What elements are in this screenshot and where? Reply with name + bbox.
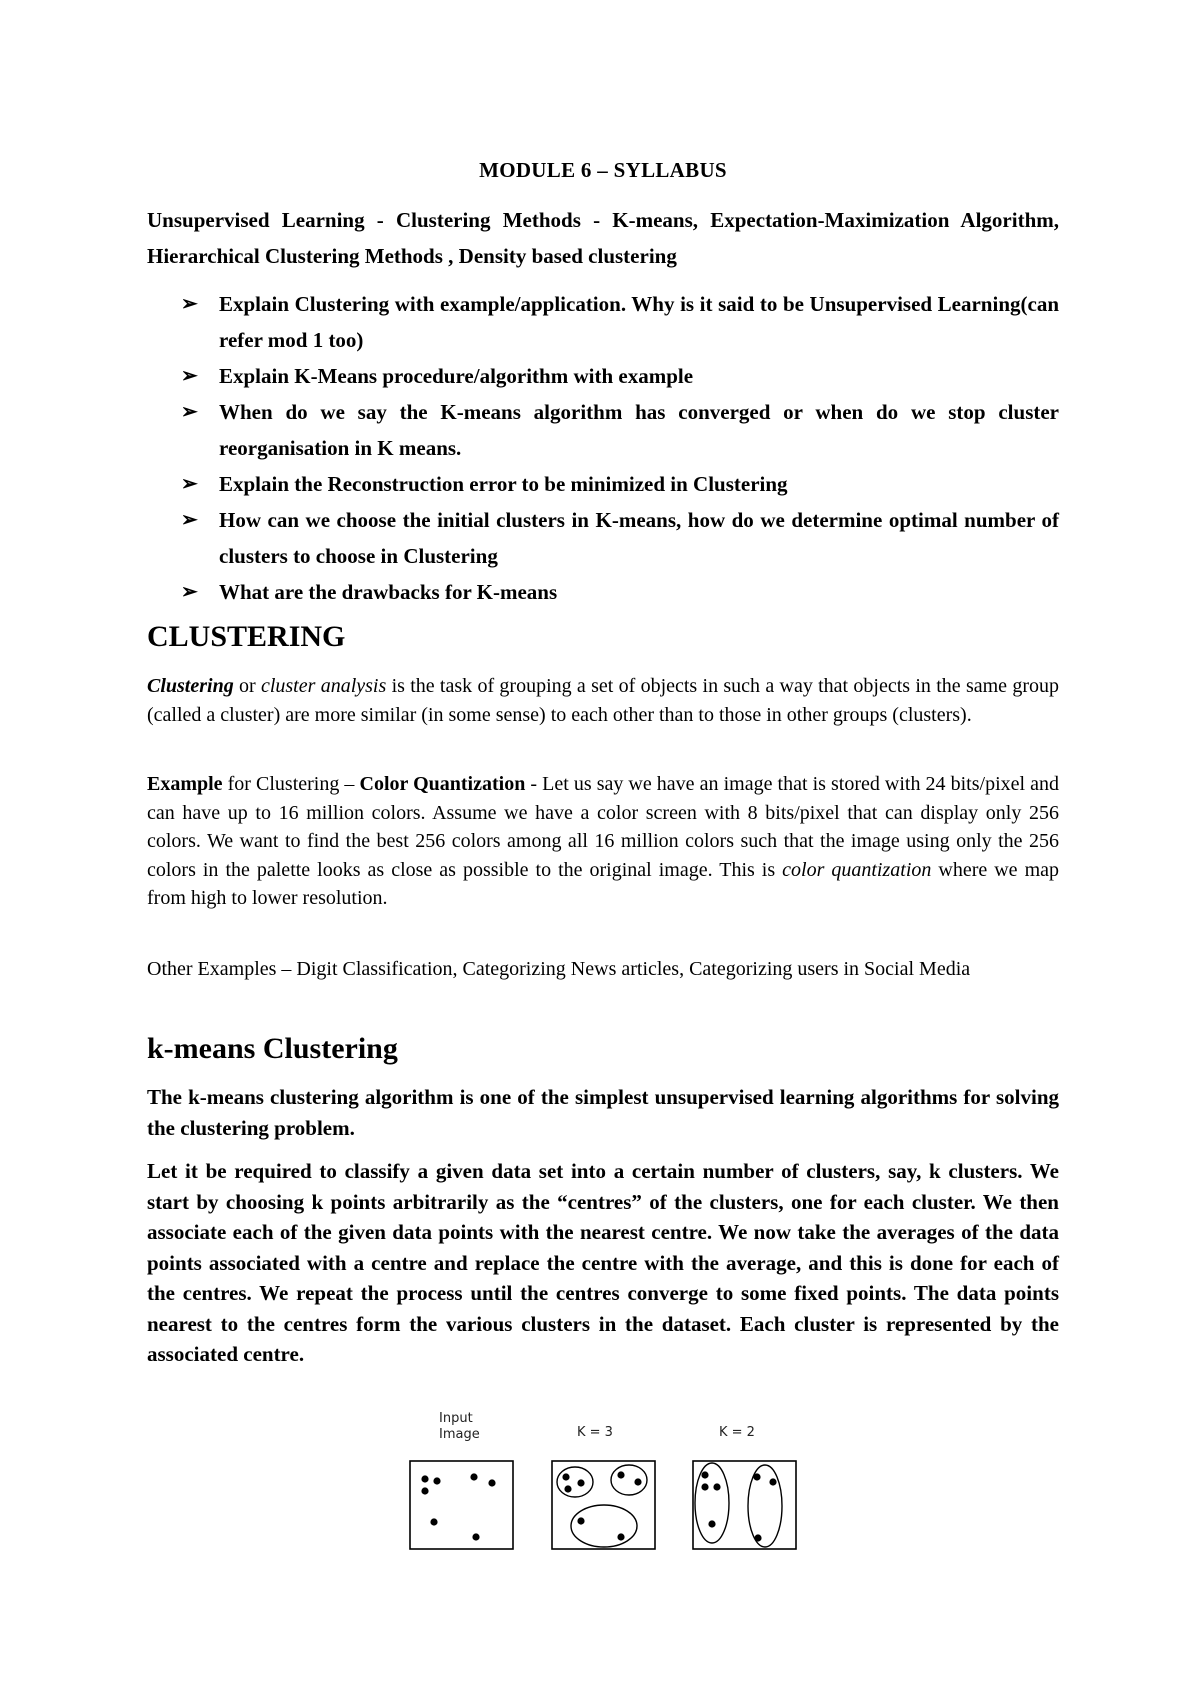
kmeans-description: Let it be required to classify a given data set into a certain number of clusters, say, k clusters. We start by choosing k points arbitrarily as the “centres” of the clusters, one for each cluster. We then associate each of the given data points with the nearest centre. We now take the averages of the data points associated with a centre and replace the centre with the average, and this is done for each of the centres. We repeat the process until the centres converge to some fixed points. The data points nearest to the centres form the various clusters in the dataset. Each cluster is represented by the associated centre. [147,1159,1059,1366]
arrow-bullet-icon: ➢ [181,401,198,423]
data-point [617,1471,624,1478]
kmeans-figure [409,1403,801,1553]
data-point [562,1473,569,1480]
question-text: Explain K-Means procedure/algorithm with example [219,364,694,388]
example-label: Example [147,773,223,795]
data-point [769,1478,776,1485]
kmeans-heading: k-means Clustering [147,1032,398,1065]
question-item [147,574,1059,610]
k2-points [701,1471,776,1541]
data-point [713,1483,720,1490]
module-title: MODULE 6 – SYLLABUS [479,158,727,182]
data-point [577,1479,584,1486]
figure-drawing [409,1403,801,1553]
question-item [147,394,1059,466]
question-item [147,358,1059,394]
definition-or: or [233,675,261,697]
data-point [754,1534,761,1541]
definition-text: is the task of grouping a set of objects in such a way that objects in the same group (called a cluster) are more similar (in some sense) to each other than to those in other groups (clusters). [147,675,1059,726]
data-point [701,1471,708,1478]
clustering-definition [147,672,1059,729]
other-examples: Other Examples – Digit Classification, Categorizing News articles, Categorizing users in Social Media [147,958,971,980]
arrow-bullet-icon: ➢ [181,293,198,315]
example-text-after: where we map from high to lower resolution. [147,858,1059,909]
data-point [577,1517,584,1524]
arrow-bullet-icon: ➢ [181,509,198,531]
definition-term-clustering: Clustering [147,675,234,697]
k3-points [562,1471,641,1540]
figure-label-k3: K = 3 [577,1425,613,1440]
k3-clusters [557,1465,647,1547]
cluster-outline [557,1467,593,1497]
arrow-bullet-icon: ➢ [181,473,198,495]
question-list [147,286,1059,610]
data-point [564,1485,571,1492]
figure-label-input-line1: Input [439,1411,473,1426]
input-points [421,1473,495,1540]
data-point [701,1483,708,1490]
syllabus-topics: Unsupervised Learning - Clustering Methods - K-means, Expectation-Maximization Algorithm, Hierarchical Clustering Methods , Density based clustering [147,208,1059,268]
question-item [147,502,1059,574]
data-point [421,1475,428,1482]
question-item [147,466,1059,502]
data-point [708,1520,715,1527]
data-point [634,1478,641,1485]
data-point [617,1533,624,1540]
data-point [488,1479,495,1486]
question-text: Explain Clustering with example/application. Why is it said to be Unsupervised Learning(can refer mod 1 too) [219,292,1059,352]
example-topic: Color Quantization [359,773,526,795]
example-italic-term: color quantization [782,858,932,881]
arrow-bullet-icon: ➢ [181,581,198,603]
figure-label-k2: K = 2 [719,1425,755,1440]
example-mid: for Clustering – [222,773,360,795]
data-point [430,1518,437,1525]
question-text: When do we say the K-means algorithm has converged or when do we stop cluster reorganisation in K means. [219,400,1059,460]
input-panel [410,1461,513,1549]
data-point [470,1473,477,1480]
data-point [472,1533,479,1540]
question-text: How can we choose the initial clusters in K-means, how do we determine optimal number of clusters to choose in Clustering [219,508,1059,568]
question-text: Explain the Reconstruction error to be minimized in Clustering [219,472,788,496]
data-point [433,1477,440,1484]
data-point [421,1487,428,1494]
question-text: What are the drawbacks for K-means [219,580,558,604]
definition-term-cluster-analysis: cluster analysis [260,675,387,697]
cluster-outline [611,1465,647,1495]
cluster-outline [748,1465,782,1547]
question-item [147,286,1059,358]
color-quantization-example [147,770,1059,913]
figure-label-input-line2: Image [439,1427,480,1442]
kmeans-intro: The k-means clustering algorithm is one of the simplest unsupervised learning algorithms for solving the clustering problem. [147,1085,1059,1140]
cluster-outline [571,1505,637,1547]
cluster-outline [695,1463,729,1543]
clustering-heading: CLUSTERING [147,620,346,653]
data-point [753,1473,760,1480]
example-text-before: - Let us say we have an image that is stored with 24 bits/pixel and can have up to 16 million colors. Assume we have a color screen with 8 bits/pixel that can display only 256 colors. We want to find the best 256 colors among all 16 million colors such that the image using only the 256 colors in the palette looks as close as possible to the original image. This is [147,773,1060,881]
arrow-bullet-icon: ➢ [181,365,198,387]
